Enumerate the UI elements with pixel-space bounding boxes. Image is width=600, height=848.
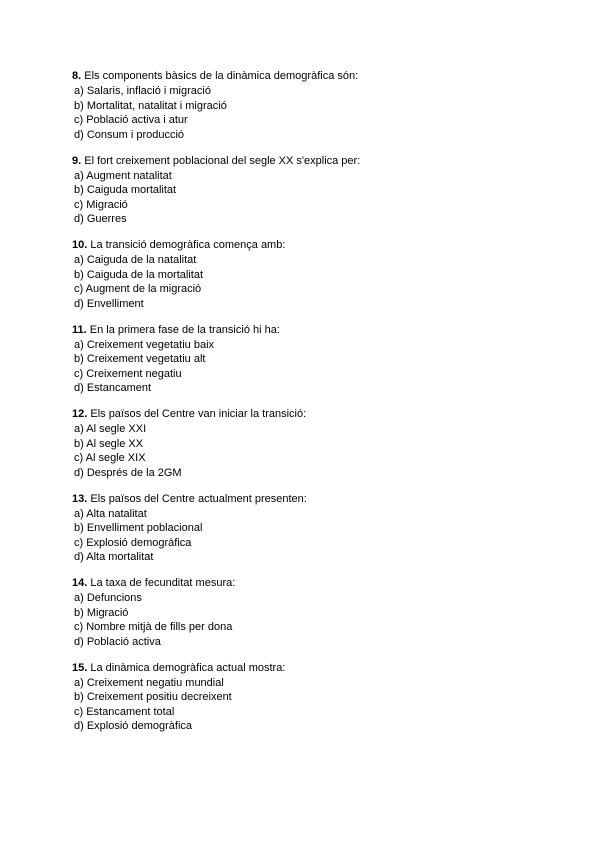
option-a: a) Creixement negatiu mundial bbox=[74, 676, 224, 689]
option-d: d) Després de la 2GM bbox=[74, 466, 182, 479]
question-number: 15. bbox=[72, 661, 88, 674]
question-text: La taxa de fecunditat mesura: bbox=[87, 577, 236, 589]
question-title bbox=[72, 69, 552, 84]
question-text: La transició demogràfica comença amb: bbox=[87, 239, 286, 251]
option-a: a) Creixement vegetatiu baix bbox=[74, 338, 215, 351]
option-d: d) Guerres bbox=[74, 213, 127, 225]
question-14 bbox=[72, 576, 552, 649]
option-b: b) Mortalitat, natalitat i migració bbox=[74, 99, 227, 112]
document-page bbox=[72, 69, 552, 745]
question-8 bbox=[72, 69, 552, 142]
option-d: d) Explosió demogràfica bbox=[74, 720, 193, 732]
option-a: a) Augment natalitat bbox=[74, 169, 172, 182]
option-b: b) Al segle XX bbox=[74, 437, 144, 450]
question-title bbox=[72, 154, 552, 169]
option-c: c) Població activa i atur bbox=[74, 114, 188, 126]
question-number: 10. bbox=[72, 239, 88, 251]
option-b: b) Caiguda mortalitat bbox=[74, 184, 177, 196]
option-b: b) Creixement positiu decreixent bbox=[74, 691, 232, 703]
question-number: 8. bbox=[72, 70, 82, 82]
option-c: c) Nombre mitjà de fills per dona bbox=[74, 621, 233, 633]
question-title bbox=[72, 492, 552, 507]
option-d: d) Consum i producció bbox=[74, 128, 185, 141]
question-text: Els països del Centre actualment presenten: bbox=[87, 492, 307, 505]
question-number: 11. bbox=[72, 323, 87, 336]
question-11 bbox=[72, 323, 552, 396]
option-a: a) Al segle XXI bbox=[74, 423, 147, 435]
option-b: b) Migració bbox=[74, 606, 129, 619]
option-c: c) Augment de la migració bbox=[74, 283, 202, 295]
option-c: c) Creixement negatiu bbox=[74, 367, 182, 380]
option-a: a) Alta natalitat bbox=[74, 507, 147, 520]
option-d: d) Alta mortalitat bbox=[74, 551, 154, 563]
option-d: d) Estancament bbox=[74, 382, 152, 394]
question-title bbox=[72, 407, 552, 422]
question-text: Els components bàsics de la dinàmica demogràfica són: bbox=[81, 70, 359, 82]
option-a: a) Defuncions bbox=[74, 592, 142, 604]
question-9 bbox=[72, 154, 552, 227]
question-text: Els països del Centre van iniciar la transició: bbox=[87, 408, 307, 420]
question-number: 13. bbox=[72, 492, 88, 505]
option-a: a) Caiguda de la natalitat bbox=[74, 254, 197, 266]
option-b: b) Caiguda de la mortalitat bbox=[74, 268, 204, 281]
option-d: d) Envelliment bbox=[74, 297, 144, 310]
option-a: a) Salaris, inflació i migració bbox=[74, 85, 211, 97]
question-text: El fort creixement poblacional del segle XX s'explica per: bbox=[81, 154, 361, 167]
question-title bbox=[72, 238, 552, 253]
question-title bbox=[72, 323, 552, 338]
question-number: 14. bbox=[72, 577, 88, 589]
question-text: La dinàmica demogràfica actual mostra: bbox=[87, 661, 286, 674]
question-title bbox=[72, 576, 552, 591]
option-d: d) Població activa bbox=[74, 635, 161, 648]
option-b: b) Creixement vegetatiu alt bbox=[74, 353, 206, 365]
question-15 bbox=[72, 661, 552, 734]
question-text: En la primera fase de la transició hi ha: bbox=[86, 323, 280, 336]
question-number: 12. bbox=[72, 408, 88, 420]
question-13 bbox=[72, 492, 552, 565]
question-12 bbox=[72, 407, 552, 480]
option-c: c) Al segle XIX bbox=[74, 452, 146, 464]
option-c: c) Migració bbox=[74, 198, 128, 211]
question-number: 9. bbox=[72, 154, 82, 167]
question-10 bbox=[72, 238, 552, 311]
option-c: c) Explosió demogràfica bbox=[74, 536, 192, 549]
option-c: c) Estancament total bbox=[74, 705, 175, 718]
question-title bbox=[72, 661, 552, 676]
option-b: b) Envelliment poblacional bbox=[74, 522, 203, 534]
